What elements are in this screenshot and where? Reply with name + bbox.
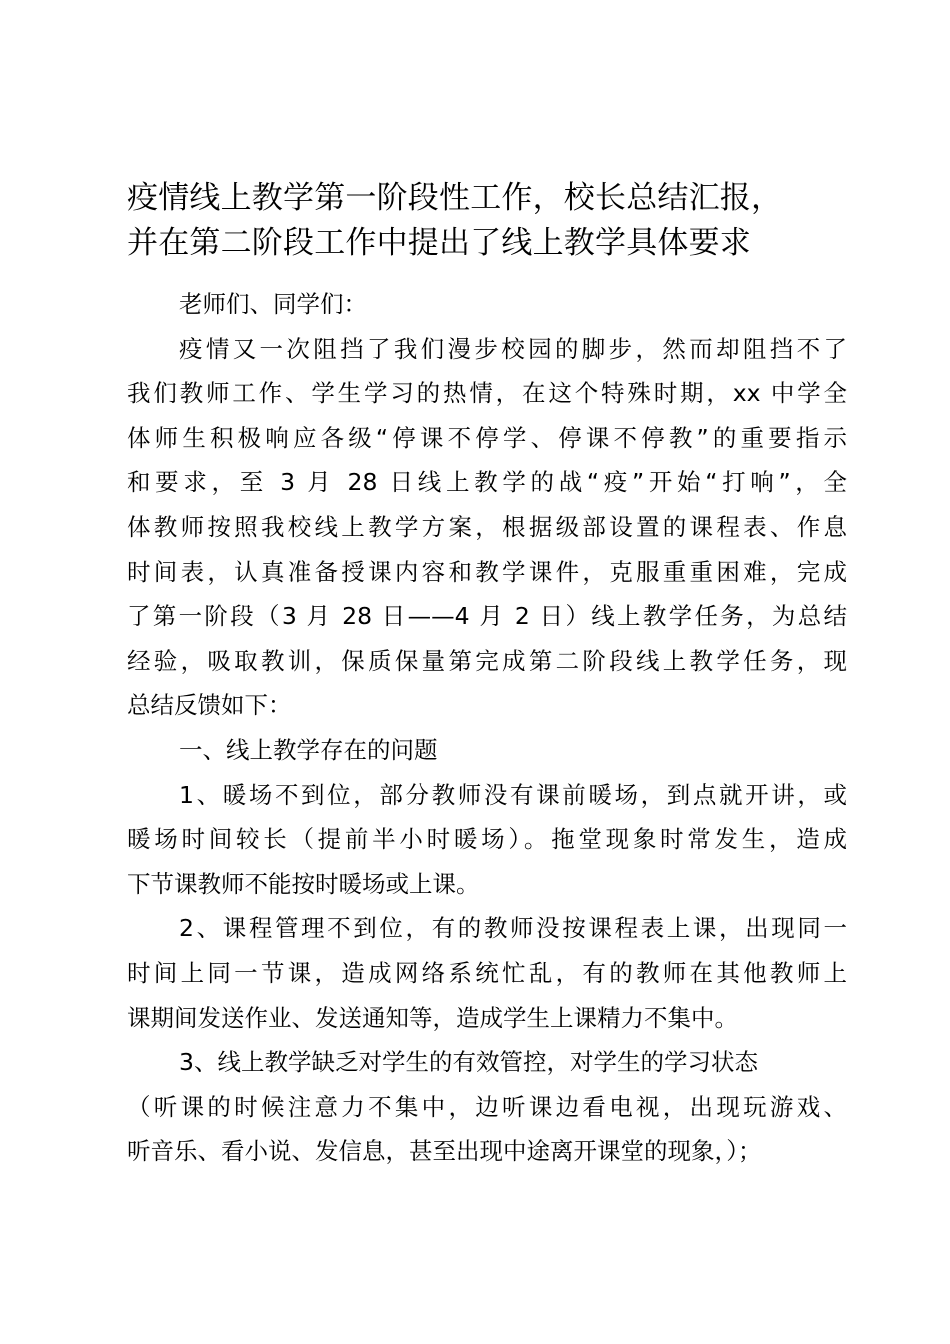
title-line: 疫情线上教学第一阶段性工作，校长总结汇报， xyxy=(127,180,783,216)
list-item xyxy=(127,773,847,907)
list-item xyxy=(127,1040,847,1174)
paragraph-line: 时间上同一节课，造成网络系统忙乱，有的教师在其他教师上 xyxy=(127,958,847,987)
paragraph-line: 了第一阶段（3 月 28 日——4 月 2 日）线上教学任务，为总结 xyxy=(127,602,847,631)
paragraph-line: 疫情又一次阻挡了我们漫步校园的脚步，然而却阻挡不了 xyxy=(179,334,847,363)
document-title xyxy=(127,176,867,266)
paragraph-line: 听音乐、看小说、发信息，甚至出现中途离开课堂的现象，）； xyxy=(127,1137,762,1166)
title-line: 并在第二阶段工作中提出了线上教学具体要求 xyxy=(127,225,751,261)
paragraph-line: 时间表，认真准备授课内容和教学课件，克服重重困难，完成 xyxy=(127,557,847,586)
document-body xyxy=(127,282,847,1174)
paragraph-line: 和要求，至 3 月 28 日线上教学的战“疫”开始“打响”，全 xyxy=(127,468,847,497)
paragraph-line: （听课的时候注意力不集中，边听课边看电视，出现玩游戏、 xyxy=(127,1092,847,1121)
paragraph-line: 我们教师工作、学生学习的热情，在这个特殊时期，xx 中学全 xyxy=(127,379,847,408)
paragraph-line: 1、暖场不到位，部分教师没有课前暖场，到点就开讲，或 xyxy=(179,780,847,809)
paragraph-intro xyxy=(127,327,847,728)
paragraph-line: 体师生积极响应各级“停课不停学、停课不停教”的重要指示 xyxy=(127,423,847,452)
paragraph-line: 经验，吸取教训，保质保量第完成第二阶段线上教学任务，现 xyxy=(127,646,847,675)
section-heading: 一、线上教学存在的问题 xyxy=(179,735,438,764)
paragraph-line: 总结反馈如下： xyxy=(127,691,292,720)
paragraph-line: 3、线上教学缺乏对学生的有效管控，对学生的学习状态 xyxy=(179,1048,758,1077)
paragraph-line: 暖场时间较长（提前半小时暖场）。拖堂现象时常发生，造成 xyxy=(127,825,847,854)
salutation: 老师们、同学们： xyxy=(179,290,367,318)
paragraph-line: 课期间发送作业、发送通知等，造成学生上课精力不集中。 xyxy=(127,1003,738,1032)
list-item xyxy=(127,906,847,1040)
paragraph-line: 下节课教师不能按时暖场或上课。 xyxy=(127,869,480,898)
paragraph-line: 2、课程管理不到位，有的教师没按课程表上课，出现同一 xyxy=(179,914,847,943)
paragraph-line: 体教师按照我校线上教学方案，根据级部设置的课程表、作息 xyxy=(127,512,847,541)
